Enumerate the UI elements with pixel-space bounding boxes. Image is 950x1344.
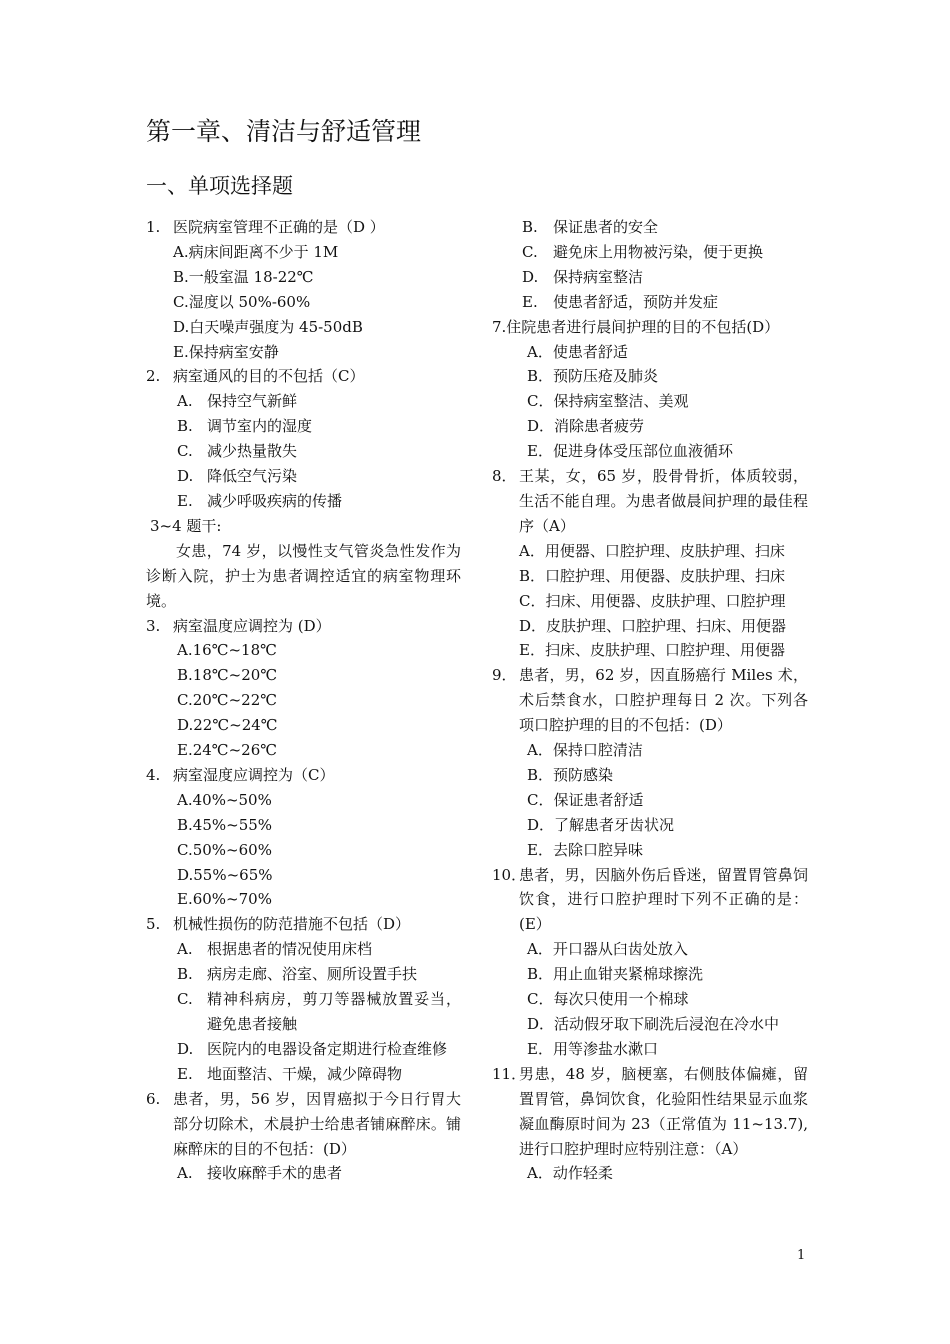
question-3 — [146, 614, 461, 639]
option: C.湿度以 50%-60% — [173, 292, 311, 311]
option: D.55%~65% — [177, 865, 273, 884]
option — [146, 1037, 461, 1062]
question-text: 病室温度应调控为 (D） — [173, 616, 331, 635]
stem-body: 女患，74 岁，以慢性支气管炎急性发作为诊断入院，护士为患者调控适宜的病室物理环境。 — [146, 541, 461, 610]
question-text: 病室湿度应调控为（C） — [173, 765, 335, 784]
option: D．皮肤护理、口腔护理、扫床、用便器 — [519, 616, 787, 635]
option — [146, 439, 461, 464]
option: E．用等渗盐水漱口 — [527, 1039, 658, 1058]
stem-heading: 3~4 题干: — [150, 516, 222, 535]
option-letter: D. — [522, 267, 539, 286]
option: A.16℃~18℃ — [177, 641, 277, 660]
question-text: 王某，女，65 岁，股骨骨折，体质较弱，生活不能自理。为患者做晨间护理的最佳程序（A） — [519, 467, 808, 535]
option: A．动作轻柔 — [527, 1164, 613, 1183]
question-11 — [492, 1062, 808, 1162]
question-7: 7.住院患者进行晨间护理的目的不包括(D） — [492, 317, 780, 336]
option: B.一般室温 18-22℃ — [173, 267, 314, 286]
option — [492, 290, 808, 315]
option: C．保持病室整洁、美观 — [527, 392, 689, 411]
option: A.40%~50% — [177, 790, 272, 809]
option: E.24℃~26℃ — [177, 741, 278, 760]
question-number: 9． — [492, 666, 517, 685]
option-letter: E. — [177, 1064, 193, 1083]
option: E.保持病室安静 — [173, 342, 279, 361]
option: A．使患者舒适 — [527, 342, 628, 361]
option — [146, 987, 461, 1037]
option: C.20℃~22℃ — [177, 691, 278, 710]
question-number: 2. — [146, 367, 161, 386]
option: C．保证患者舒适 — [527, 790, 644, 809]
question-text: 男患，48 岁，脑梗塞，右侧肢体偏瘫，留置胃管，鼻饲饮食，化验阳性结果显示血浆凝血酶原时间为 23（正常值为 11~13.7),进行口腔护理时应特别注意：（A） — [519, 1064, 808, 1158]
option: D.22℃~24℃ — [177, 716, 278, 735]
option: B．预防感染 — [527, 765, 614, 784]
option-text: 接收麻醉手术的患者 — [207, 1164, 343, 1183]
option-text: 避免床上用物被污染，便于更换 — [553, 242, 764, 261]
question-text: 医院病室管理不正确的是（D ） — [173, 218, 385, 236]
option — [146, 1062, 461, 1087]
option: B．口腔护理、用便器、皮肤护理、扫床 — [519, 566, 786, 585]
option-letter: C. — [177, 442, 193, 461]
option-text: 根据患者的情况使用床档 — [207, 940, 373, 959]
option — [146, 937, 461, 962]
question-number: 11． — [492, 1064, 527, 1083]
option-text: 保持病室整洁 — [553, 267, 644, 286]
option-letter: B. — [177, 417, 193, 436]
option-text: 调节室内的湿度 — [207, 417, 313, 436]
question-8 — [492, 464, 808, 539]
question-number: 1. — [146, 218, 161, 236]
option: B．用止血钳夹紧棉球擦洗 — [527, 965, 704, 984]
question-4 — [146, 763, 461, 788]
option-letter: A. — [177, 392, 193, 411]
option — [492, 215, 808, 240]
page-number: 1 — [797, 1248, 806, 1263]
question-text: 患者，男，62 岁，因直肠癌行 Miles 术，术后禁食水，口腔护理每日 2 次。下列各项口腔护理的目的不包括：(D） — [519, 666, 808, 735]
option: A．保持口腔清洁 — [527, 741, 643, 760]
option-text: 减少热量散失 — [207, 442, 298, 461]
option: E．促进身体受压部位血液循环 — [527, 442, 733, 461]
option-letter: B. — [177, 965, 193, 984]
question-text: 患者，男，因脑外伤后昏迷，留置胃管鼻饲饮食，进行口腔护理时下列不正确的是：(E） — [519, 865, 808, 934]
option: D.白天噪声强度为 45-50dB — [173, 317, 363, 336]
option: D．了解患者牙齿状况 — [527, 815, 675, 834]
option: C.50%~60% — [177, 840, 272, 859]
option-text: 保证患者的安全 — [553, 218, 659, 236]
question-number: 4. — [146, 765, 161, 784]
section-title: 一、单项选择题 — [146, 174, 293, 198]
option: C．扫床、用便器、皮肤护理、口腔护理 — [519, 591, 786, 610]
option: E．扫床、皮肤护理、口腔护理、用便器 — [519, 641, 785, 660]
question-2 — [146, 364, 461, 389]
question-number: 5. — [146, 915, 161, 934]
option: D．消除患者疲劳 — [527, 417, 645, 436]
option-letter: A. — [177, 940, 193, 959]
option-text: 病房走廊、浴室、厕所设置手扶 — [207, 965, 418, 984]
question-6 — [146, 1087, 461, 1162]
question-5 — [146, 912, 461, 937]
option — [492, 240, 808, 265]
option: A．用便器、口腔护理、皮肤护理、扫床 — [519, 541, 785, 560]
option: A．开口器从臼齿处放入 — [527, 940, 688, 959]
option — [146, 389, 461, 414]
question-number: 6. — [146, 1089, 161, 1108]
question-number: 10． — [492, 865, 527, 884]
option-text: 医院内的电器设备定期进行检查维修 — [207, 1039, 448, 1058]
option: B.45%~55% — [177, 815, 273, 834]
option-letter: D. — [177, 467, 194, 486]
question-1 — [146, 215, 461, 240]
option-letter: C. — [522, 242, 538, 261]
option — [146, 962, 461, 987]
option-text: 保持空气新鲜 — [207, 392, 298, 411]
chapter-title: 第一章、清洁与舒适管理 — [146, 117, 422, 146]
option — [492, 265, 808, 290]
option-text: 使患者舒适，预防并发症 — [553, 292, 719, 311]
option — [146, 464, 461, 489]
question-9 — [492, 663, 808, 738]
option-text: 地面整洁、干燥，减少障碍物 — [207, 1064, 403, 1083]
question-number: 3. — [146, 616, 161, 635]
option-letter: E. — [522, 292, 538, 311]
question-text: 机械性损伤的防范措施不包括（D） — [173, 915, 411, 934]
question-number: 8． — [492, 467, 517, 486]
option-letter: B. — [522, 218, 538, 236]
option: C．每次只使用一个棉球 — [527, 990, 689, 1009]
question-10 — [492, 863, 808, 938]
option — [146, 489, 461, 514]
option: D．活动假牙取下刷洗后浸泡在冷水中 — [527, 1015, 780, 1033]
option: B.18℃~20℃ — [177, 666, 278, 685]
right-column — [492, 215, 808, 1186]
option-letter: E. — [177, 491, 193, 510]
option: A.病床间距离不少于 1M — [173, 242, 339, 261]
option-text: 降低空气污染 — [207, 467, 298, 486]
option — [146, 414, 461, 439]
left-column — [146, 215, 461, 1186]
option: E.60%~70% — [177, 890, 272, 909]
option: E．去除口腔异味 — [527, 840, 643, 859]
option-letter: D. — [177, 1039, 194, 1058]
option-letter: A. — [177, 1164, 193, 1183]
option-text: 减少呼吸疾病的传播 — [207, 491, 343, 510]
option-text: 精神科病房，剪刀等器械放置妥当，避免患者接触 — [207, 990, 461, 1033]
option: B．预防压疮及肺炎 — [527, 367, 659, 386]
question-text: 病室通风的目的不包括（C） — [173, 367, 365, 386]
question-text: 患者，男，56 岁，因胃癌拟于今日行胃大部分切除术，术晨护士给患者铺麻醉床。铺麻醉床的目的不包括：(D） — [173, 1089, 461, 1158]
option — [146, 1161, 461, 1186]
option-letter: C. — [177, 990, 193, 1009]
